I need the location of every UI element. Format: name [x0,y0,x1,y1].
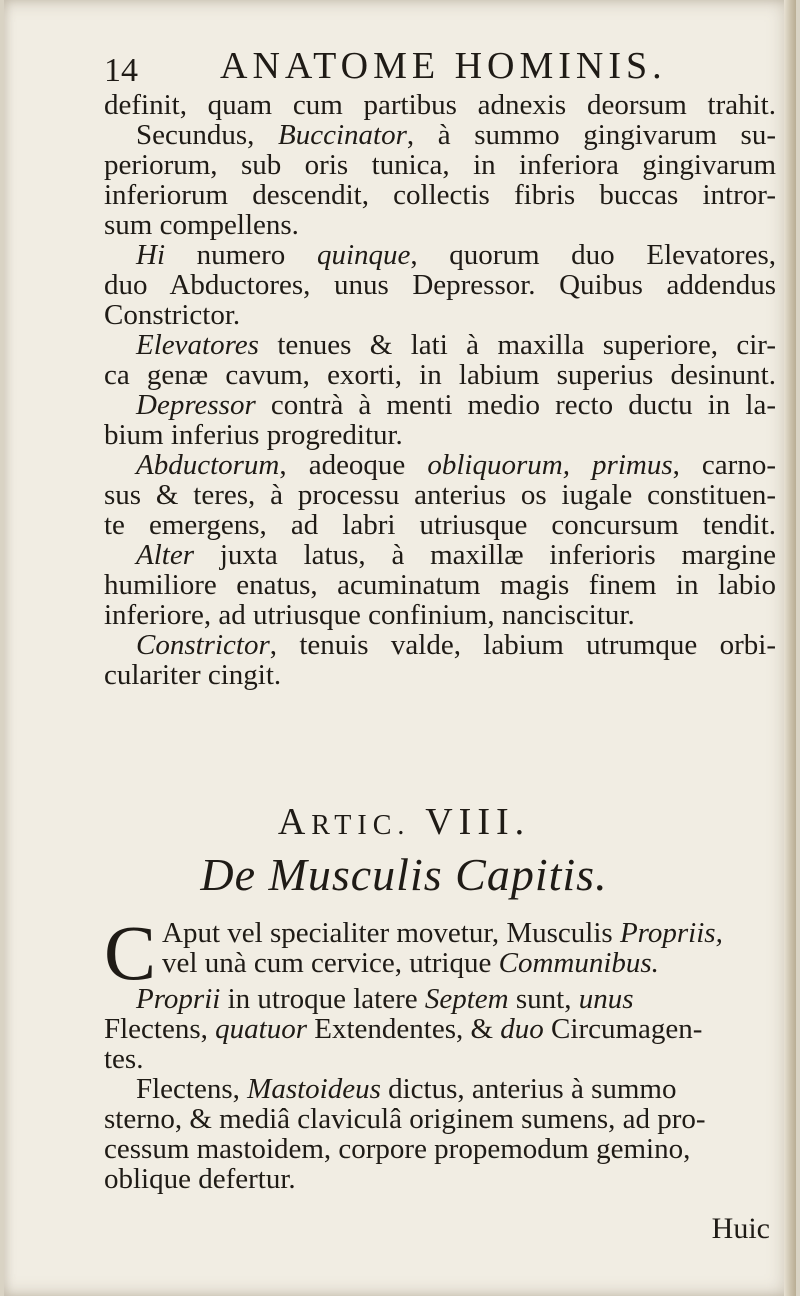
catchword: Huic [711,1212,770,1245]
section-title: De Musculis Capitis. [200,849,608,900]
text-line: Constrictor, tenuis valde, labium utrumque orbi- [136,629,776,661]
text-line: Constrictor. [104,299,241,331]
text-line: Elevatores tenues & lati à maxilla superiore, cir- [136,329,776,361]
text-line: Abductorum, adeoque obliquorum, primus, carno- [136,449,776,481]
page-header [104,44,744,94]
main-text [104,90,776,690]
text-line: sus & teres, à processu anterius os iugale constituen- [104,479,776,511]
page-number: 14 [104,52,138,89]
text-line: Flectens, Mastoideus dictus, anterius à summo [136,1073,677,1105]
text-line: Secundus, Buccinator, à summo gingivarum su- [136,119,776,151]
text-line: culariter cingit. [104,659,282,691]
text-line: ca genæ cavum, exorti, in labium superius desinunt. [104,359,776,391]
text-line: sum compellens. [104,209,299,241]
text-line: te emergens, ad labri utriusque concursum tendit. [104,509,776,541]
text-line: tes. [104,1043,144,1075]
text-line: Alter juxta latus, à maxillæ inferioris margine [136,539,776,571]
article-heading: ARTIC. VIII. [277,801,531,843]
text-line: Proprii in utroque latere Septem sunt, unus [136,983,634,1015]
drop-cap: C [104,909,157,996]
section-text [104,909,776,1195]
text-line: oblique defertur. [104,1163,296,1195]
text-line: bium inferius progreditur. [104,419,403,451]
text-line: inferiorum descendit, collectis fibris buccas intror- [104,179,776,211]
text-line: vel unà cum cervice, utrique Communibus. [162,947,659,979]
text-line: periorum, sub oris tunica, in inferiora gingivarum [104,149,776,181]
text-line: humiliore enatus, acuminatum magis finem in labio [104,569,776,601]
text-line: Flectens, quatuor Extendentes, & duo Circumagen- [104,1013,703,1045]
running-head: ANATOME HOMINIS. [220,45,667,87]
text-line: definit, quam cum partibus adnexis deorsum trahit. [104,89,776,121]
text-line: Aput vel specialiter movetur, Musculis Propriis, [162,917,723,949]
text-line: sterno, & mediâ claviculâ originem sumens, ad pro- [104,1103,706,1135]
text-line: cessum mastoidem, corpore propemodum gemino, [104,1133,691,1165]
book-page [4,0,796,1296]
text-line: Depressor contrà à menti medio recto ductu in la- [136,389,776,421]
text-line: Hi numero quinque, quorum duo Elevatores, [136,239,776,271]
text-line: inferiore, ad utriusque confinium, nanciscitur. [104,599,635,631]
page-edge [784,0,796,1296]
text-line: duo Abductores, unus Depressor. Quibus addendus [104,269,776,301]
